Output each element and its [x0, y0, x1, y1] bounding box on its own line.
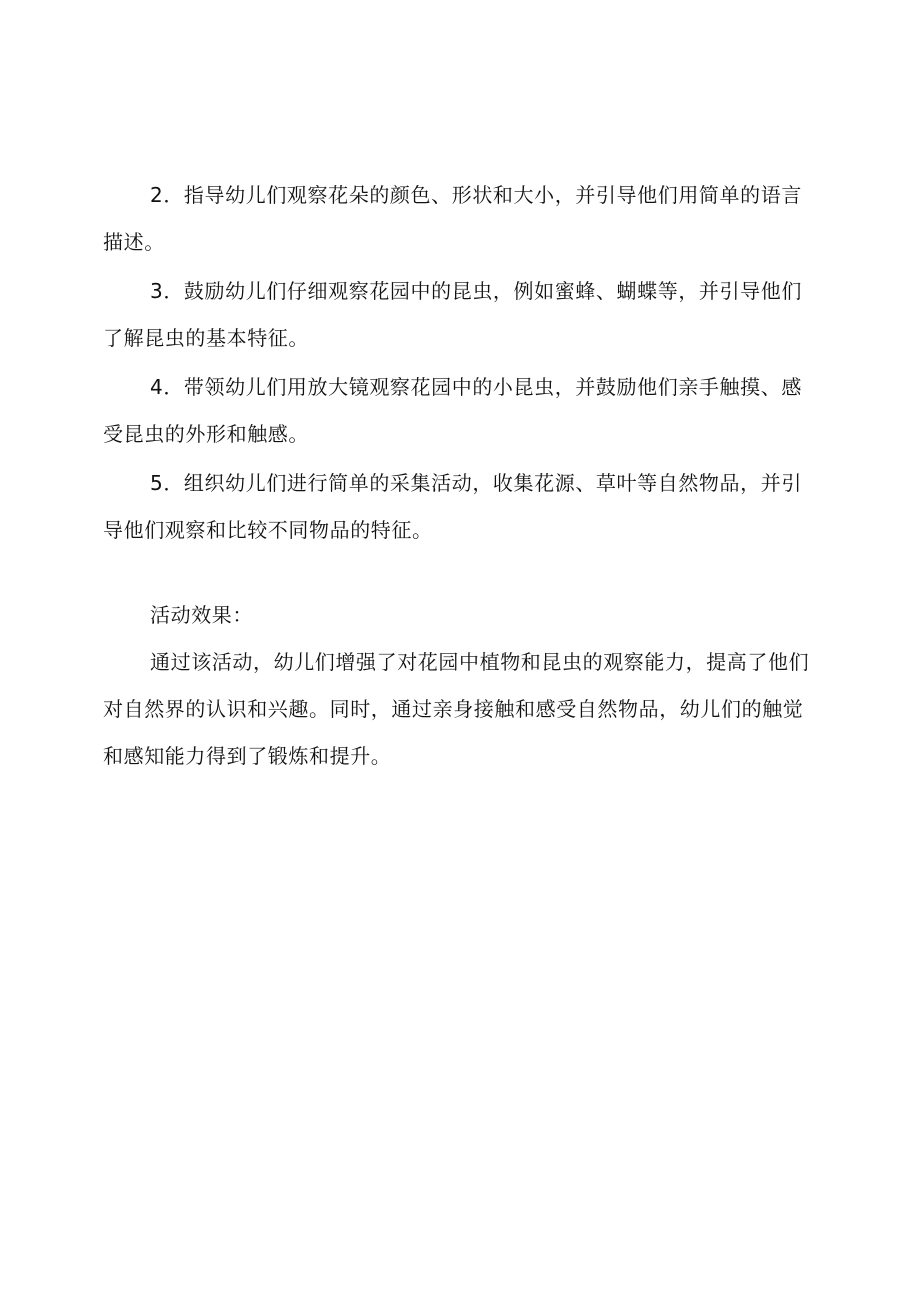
- section-title-activity-effect: 活动效果：: [150, 603, 253, 627]
- list-item-text: ．带领幼儿们用放大镜观察花园中的小昆虫，并鼓励他们亲手触摸、感受昆虫的外形和触感。: [103, 375, 802, 446]
- list-item-text: ．组织幼儿们进行简单的采集活动，收集花源、草叶等自然物品，并引导他们观察和比较不同物品的特征。: [103, 471, 802, 542]
- list-item-3: [103, 268, 821, 362]
- document-content: [103, 172, 821, 780]
- list-item-number: 3: [150, 279, 164, 303]
- list-item-5: [103, 460, 821, 554]
- list-item-2: [103, 172, 821, 266]
- list-item-number: 4: [150, 375, 164, 399]
- list-item-4: [103, 364, 821, 458]
- list-item-number: 2: [150, 183, 164, 207]
- list-item-text: ．鼓励幼儿们仔细观察花园中的昆虫，例如蜜蜂、蝴蝶等，并引导他们了解昆虫的基本特征。: [103, 279, 802, 350]
- list-item-number: 5: [150, 471, 164, 495]
- list-item-text: ．指导幼儿们观察花朵的颜色、形状和大小，并引导他们用简单的语言描述。: [103, 183, 802, 254]
- section-body-activity-effect: 通过该活动，幼儿们增强了对花园中植物和昆虫的观察能力，提高了他们对自然界的认识和兴趣。同时，通过亲身接触和感受自然物品，幼儿们的触觉和感知能力得到了锻炼和提升。: [103, 650, 810, 768]
